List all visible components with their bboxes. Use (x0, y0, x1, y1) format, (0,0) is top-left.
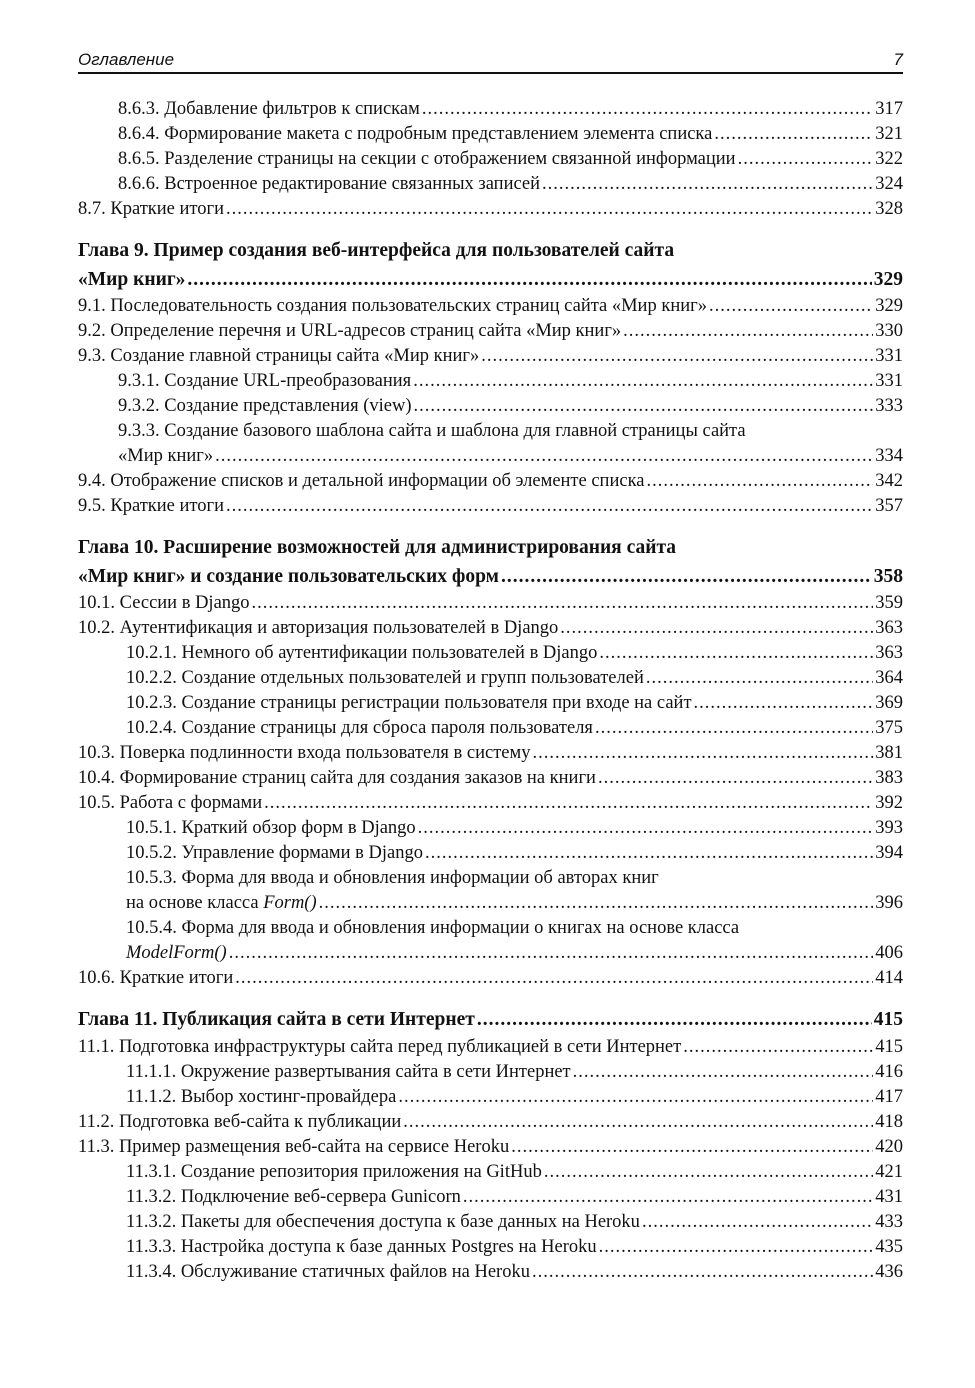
toc-entry (78, 122, 903, 147)
leader-dots (398, 1085, 873, 1110)
toc-line (78, 294, 903, 319)
toc-page-number: 359 (875, 593, 903, 613)
leader-dots (235, 966, 873, 991)
toc-page-number: 328 (875, 199, 903, 219)
leader-dots (599, 641, 873, 666)
toc-entry (78, 766, 903, 791)
toc-entry-cont (78, 891, 903, 916)
toc-entry-text: 9.5. Краткие итоги (78, 496, 224, 516)
toc-entry (78, 691, 903, 716)
leader-dots (252, 591, 874, 616)
leader-dots (425, 841, 873, 866)
toc-line (126, 1260, 903, 1285)
toc-entry (78, 1135, 903, 1160)
toc-line (118, 97, 903, 122)
toc-entry (78, 916, 903, 941)
toc-page-number: 375 (875, 718, 903, 738)
toc-entry (78, 419, 903, 444)
toc-entry-text: 10.2.1. Немного об аутентификации пользователей в Django (126, 643, 598, 663)
toc-entry-text: 10.2.4. Создание страницы для сброса пароля пользователя (126, 718, 593, 738)
toc-page-number: 414 (875, 968, 903, 988)
leader-dots (229, 941, 874, 966)
toc-page-number: 417 (875, 1087, 903, 1107)
leader-dots (187, 266, 871, 294)
toc-page-number: 421 (875, 1162, 903, 1182)
leader-dots (215, 444, 873, 469)
leader-dots (714, 122, 873, 147)
chapter-title: Глава 9. Пример создания веб-интерфейса для пользователей сайта (78, 240, 675, 261)
toc-page-number: 333 (875, 396, 903, 416)
toc-line (118, 369, 903, 394)
toc-line (118, 172, 903, 197)
chapter-title-cont: «Мир книг» (78, 269, 186, 290)
toc-entry (78, 147, 903, 172)
toc-entry-text: 10.2.3. Создание страницы регистрации пользователя при входе на сайт (126, 693, 692, 713)
toc-page-number: 418 (875, 1112, 903, 1132)
leader-dots (623, 319, 873, 344)
toc-page-number: 396 (875, 893, 903, 913)
toc-entry-text: 11.1.2. Выбор хостинг-провайдера (126, 1087, 397, 1107)
toc-page-number: 415 (875, 1037, 903, 1057)
leader-dots (413, 369, 873, 394)
toc-line (126, 1210, 903, 1235)
toc-line (78, 591, 903, 616)
leader-dots (694, 691, 874, 716)
toc-page-number: 329 (875, 296, 903, 316)
toc-line (126, 891, 903, 916)
toc-line (78, 319, 903, 344)
toc-line (78, 766, 903, 791)
chapter-title-line (78, 237, 903, 266)
toc-entry (78, 1035, 903, 1060)
leader-dots (226, 197, 873, 222)
toc-entry-cont-text (126, 941, 227, 966)
chapter-title-line (78, 1006, 903, 1035)
toc-entry-text: 9.3.3. Создание базового шаблона сайта и шаблона для главной страницы сайта (118, 421, 746, 441)
toc-entry (78, 197, 903, 222)
toc-entry-cont-text (118, 444, 213, 469)
toc-entry-text: 10.1. Сессии в Django (78, 593, 250, 613)
toc-page-number: 393 (875, 818, 903, 838)
leader-dots (595, 716, 873, 741)
leader-dots (414, 394, 874, 419)
toc-entry-text: 8.7. Краткие итоги (78, 199, 224, 219)
toc-page-number: 330 (875, 321, 903, 341)
chapter-11 (78, 1006, 903, 1035)
toc-line (78, 197, 903, 222)
toc-entry (78, 866, 903, 891)
toc-line (78, 1110, 903, 1135)
toc-page-number: 324 (875, 174, 903, 194)
toc-entry-text: 8.6.4. Формирование макета с подробным представлением элемента списка (118, 124, 713, 144)
toc-entry-cont-text (126, 891, 317, 916)
leader-dots (573, 1060, 874, 1085)
toc-entry-text: 10.3. Поверка подлинности входа пользователя в систему (78, 743, 531, 763)
toc-entry (78, 841, 903, 866)
toc-entry (78, 294, 903, 319)
leader-dots (560, 616, 873, 641)
toc-line (118, 122, 903, 147)
toc-line (78, 741, 903, 766)
toc-line (126, 941, 903, 966)
toc-entry-text: 11.1.1. Окружение развертывания сайта в сети Интернет (126, 1062, 571, 1082)
toc-entry (78, 469, 903, 494)
toc-entry-text: 11.3.2. Пакеты для обеспечения доступа к базе данных на Heroku (126, 1212, 640, 1232)
toc-entry (78, 1185, 903, 1210)
toc-page-number: 369 (875, 693, 903, 713)
leader-dots (418, 816, 874, 841)
toc-page-number: 321 (875, 124, 903, 144)
toc-entry-text: 10.4. Формирование страниц сайта для создания заказов на книги (78, 768, 596, 788)
running-head (78, 48, 903, 74)
toc-entry (78, 616, 903, 641)
toc-line (126, 1160, 903, 1185)
page-number: 7 (893, 50, 903, 69)
toc-entry (78, 791, 903, 816)
toc-entry-text: 11.3.2. Подключение веб-сервера Gunicorn (126, 1187, 461, 1207)
chapter-10 (78, 534, 903, 591)
toc-page-number: 416 (875, 1062, 903, 1082)
toc-line (78, 791, 903, 816)
toc-page-number: 394 (875, 843, 903, 863)
toc-line (78, 1135, 903, 1160)
toc-entry-text: 8.6.6. Встроенное редактирование связанных записей (118, 174, 541, 194)
toc-cont-plain: на основе класса (126, 893, 264, 913)
toc-line (126, 1060, 903, 1085)
toc-page-number: 364 (875, 668, 903, 688)
chapter-title-line (78, 266, 903, 294)
toc-page-number: 357 (875, 496, 903, 516)
leader-dots (226, 494, 873, 519)
leader-dots (403, 1110, 873, 1135)
toc-page-number: 433 (875, 1212, 903, 1232)
toc-entry-text: 10.2.2. Создание отдельных пользователей и групп пользователей (126, 668, 644, 688)
chapter-title-cont: «Мир книг» и создание пользовательских форм (78, 566, 499, 587)
leader-dots (642, 1210, 873, 1235)
toc-entry (78, 1160, 903, 1185)
toc-entry (78, 319, 903, 344)
toc-page-number: 435 (875, 1237, 903, 1257)
toc-line (126, 641, 903, 666)
toc-line (118, 147, 903, 172)
toc-cont-plain: «Мир книг» (118, 446, 214, 466)
toc-line (78, 494, 903, 519)
toc-entry-text: 11.3.1. Создание репозитория приложения на GitHub (126, 1162, 542, 1182)
toc-page-number: 331 (875, 371, 903, 391)
toc-entry (78, 666, 903, 691)
toc-entry-text: 9.3.2. Создание представления (view) (118, 396, 412, 416)
toc-entry-text: 11.2. Подготовка веб-сайта к публикации (78, 1112, 402, 1132)
toc-line (126, 666, 903, 691)
toc-page-number: 334 (875, 446, 903, 466)
toc-line (126, 1235, 903, 1260)
toc-entry-text: 9.2. Определение перечня и URL-адресов страниц сайта «Мир книг» (78, 321, 622, 341)
toc-page-number: 420 (875, 1137, 903, 1157)
toc-page-number: 317 (875, 99, 903, 119)
toc-line (126, 691, 903, 716)
toc-entry (78, 641, 903, 666)
toc-entry (78, 1060, 903, 1085)
toc-entry (78, 1210, 903, 1235)
toc-cont-italic: Form() (263, 893, 317, 913)
toc-line (78, 966, 903, 991)
toc-line (126, 716, 903, 741)
toc-entry-text: 10.6. Краткие итоги (78, 968, 234, 988)
toc-entry-text: 10.5.2. Управление формами в Django (126, 843, 423, 863)
leader-dots (599, 1235, 874, 1260)
leader-dots (544, 1160, 873, 1185)
chapter-page: 329 (873, 269, 903, 290)
toc-page-number: 381 (875, 743, 903, 763)
toc-entry (78, 716, 903, 741)
toc-line (78, 469, 903, 494)
toc-cont-italic: ModelForm() (126, 943, 227, 963)
toc-entry-text: 9.1. Последовательность создания пользовательских страниц сайта «Мир книг» (78, 296, 707, 316)
toc-entry (78, 394, 903, 419)
chapter-9 (78, 237, 903, 294)
leader-dots (647, 469, 874, 494)
toc-entry-cont (78, 941, 903, 966)
chapter-title: Глава 10. Расширение возможностей для администрирования сайта (78, 537, 677, 558)
toc-page-number: 383 (875, 768, 903, 788)
toc-line (126, 816, 903, 841)
toc-page-number: 363 (875, 618, 903, 638)
toc-entry (78, 172, 903, 197)
leader-dots (709, 294, 873, 319)
toc-entry (78, 816, 903, 841)
toc-page-number: 392 (875, 793, 903, 813)
leader-dots (477, 1006, 872, 1034)
leader-dots (738, 147, 874, 172)
toc-entry-text: 9.3.1. Создание URL-преобразования (118, 371, 412, 391)
toc-line (126, 1185, 903, 1210)
leader-dots (463, 1185, 873, 1210)
toc-page-number: 331 (875, 346, 903, 366)
toc-page-number: 322 (875, 149, 903, 169)
toc-line (78, 344, 903, 369)
toc-entry (78, 494, 903, 519)
running-head-title: Оглавление (78, 50, 175, 69)
chapter-title-line (78, 534, 903, 563)
leader-dots (646, 666, 873, 691)
toc-entry-text: 10.5.4. Форма для ввода и обновления информации о книгах на основе класса (126, 918, 740, 938)
toc-entry-text: 10.5.1. Краткий обзор форм в Django (126, 818, 416, 838)
leader-dots (481, 344, 873, 369)
toc-entry (78, 741, 903, 766)
leader-dots (532, 1260, 873, 1285)
toc-entry-text: 11.1. Подготовка инфраструктуры сайта перед публикацией в сети Интернет (78, 1037, 682, 1057)
toc-entry-text: 8.6.5. Разделение страницы на секции с отображением связанной информации (118, 149, 736, 169)
toc-line (78, 1035, 903, 1060)
chapter-page: 415 (873, 1009, 903, 1030)
toc-entry (78, 344, 903, 369)
leader-dots (422, 97, 873, 122)
toc-entry (78, 1110, 903, 1135)
leader-dots (501, 563, 872, 591)
chapter-title-line (78, 563, 903, 591)
toc-entry (78, 1235, 903, 1260)
toc-entry-text: 10.5.3. Форма для ввода и обновления информации об авторах книг (126, 868, 659, 888)
toc-entry (78, 966, 903, 991)
toc-entry-text: 10.5. Работа с формами (78, 793, 263, 813)
table-of-contents (78, 97, 903, 1285)
toc-line (126, 841, 903, 866)
toc-entry-text: 8.6.3. Добавление фильтров к спискам (118, 99, 420, 119)
toc-entry (78, 97, 903, 122)
toc-entry-text: 9.3. Создание главной страницы сайта «Мир книг» (78, 346, 480, 366)
toc-entry-text: 11.3.3. Настройка доступа к базе данных Postgres на Heroku (126, 1237, 597, 1257)
toc-entry (78, 369, 903, 394)
toc-entry (78, 591, 903, 616)
toc-line (126, 1085, 903, 1110)
toc-entry-text: 9.4. Отображение списков и детальной информации об элементе списка (78, 471, 645, 491)
leader-dots (683, 1035, 873, 1060)
toc-entry-cont (78, 444, 903, 469)
toc-page-number: 342 (875, 471, 903, 491)
toc-entry-text: 11.3. Пример размещения веб-сайта на сервисе Heroku (78, 1137, 510, 1157)
leader-dots (542, 172, 873, 197)
toc-entry (78, 1260, 903, 1285)
leader-dots (264, 791, 873, 816)
chapter-page: 358 (873, 566, 903, 587)
leader-dots (532, 741, 873, 766)
leader-dots (319, 891, 874, 916)
toc-entry-text: 11.3.4. Обслуживание статичных файлов на Heroku (126, 1262, 530, 1282)
toc-page-number: 431 (875, 1187, 903, 1207)
toc-page-number: 406 (875, 943, 903, 963)
leader-dots (511, 1135, 873, 1160)
toc-page-number: 363 (875, 643, 903, 663)
toc-line (118, 394, 903, 419)
toc-entry (78, 1085, 903, 1110)
toc-line (118, 444, 903, 469)
toc-line (78, 616, 903, 641)
leader-dots (598, 766, 873, 791)
toc-page-number: 436 (875, 1262, 903, 1282)
chapter-title: Глава 11. Публикация сайта в сети Интернет (78, 1009, 475, 1030)
toc-entry-text: 10.2. Аутентификация и авторизация пользователей в Django (78, 618, 559, 638)
